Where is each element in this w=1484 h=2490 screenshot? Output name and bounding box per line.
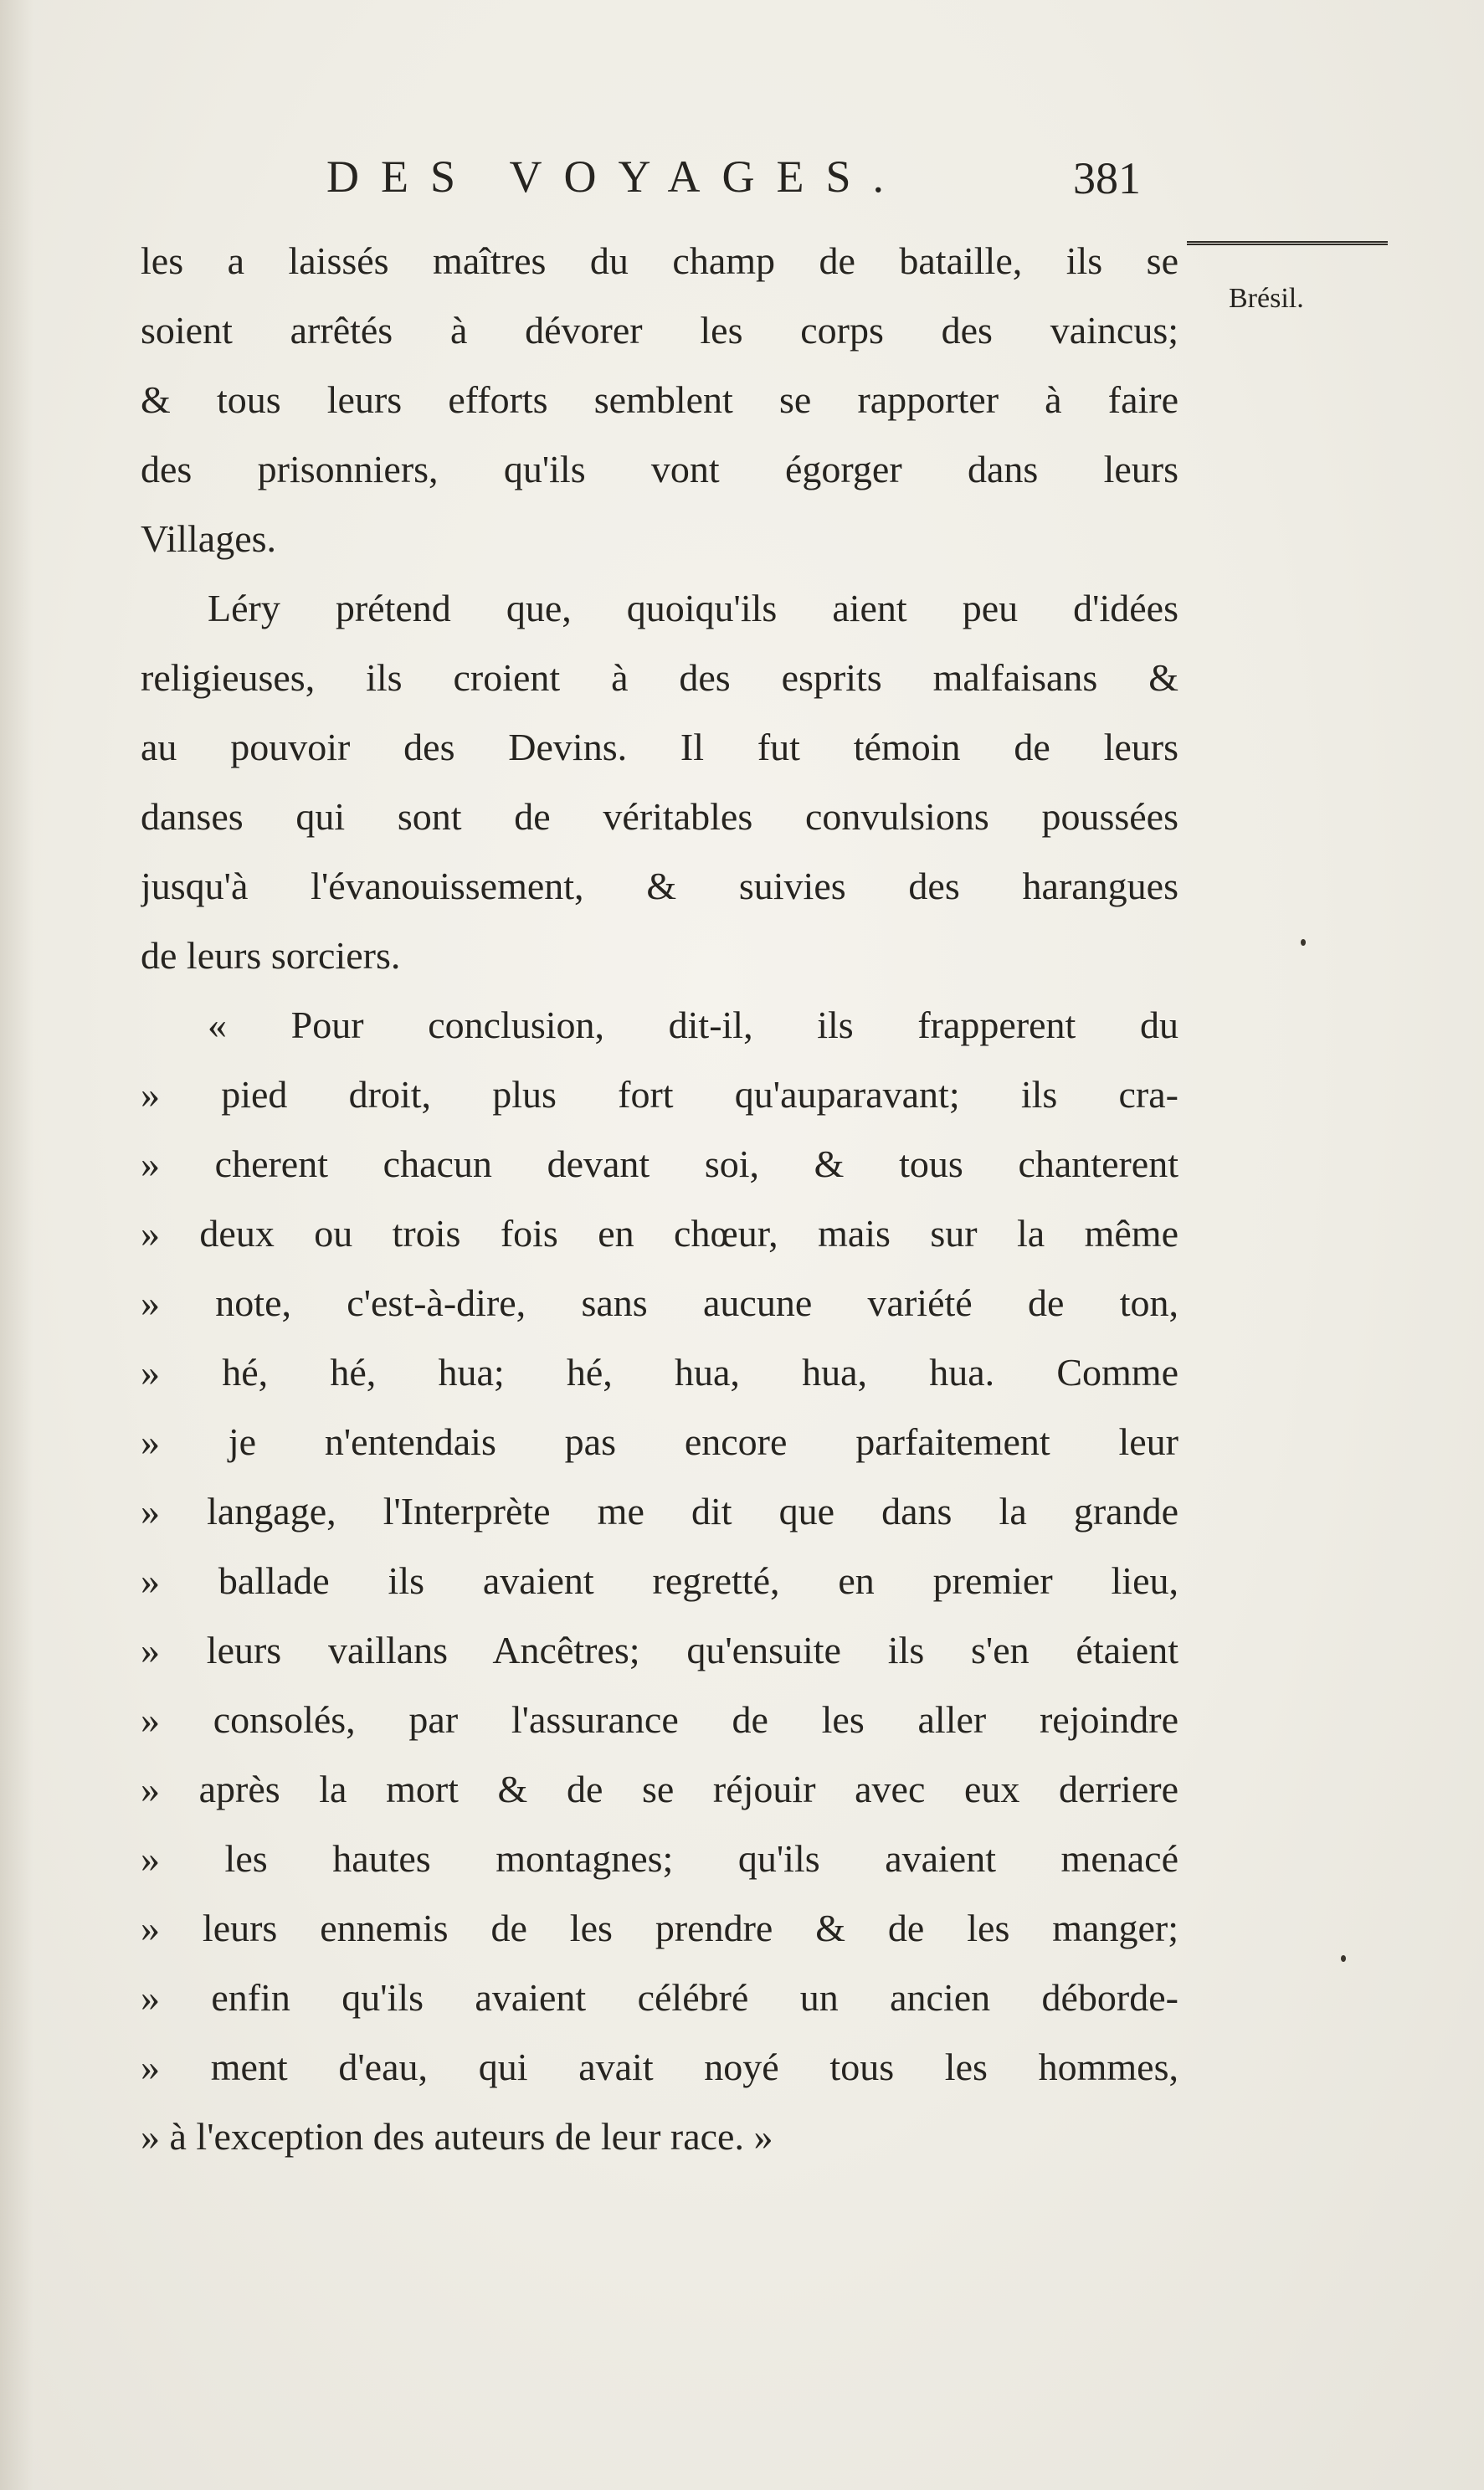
text-line: soient arrêtés à dévorer les corps des vaincus; [141, 309, 1178, 352]
margin-rule [1187, 241, 1388, 257]
text-line: jusqu'à l'évanouissement, & suivies des harangues [141, 865, 1178, 907]
text-line: » cherent chacun devant soi, & tous chanterent [141, 1142, 1178, 1185]
text-line: » langage, l'Interprète me dit que dans la grande [141, 1490, 1178, 1533]
text-line: les a laissés maîtres du champ de bataille, ils se [141, 239, 1178, 282]
page-number: 381 [1073, 153, 1141, 203]
text-line: » après la mort & de se réjouir avec eux derriere [141, 1768, 1178, 1810]
text-line: de leurs sorciers. [141, 934, 401, 977]
text-line: religieuses, ils croient à des esprits malfaisans & [141, 656, 1178, 699]
margin-note: Brésil. [1229, 283, 1304, 314]
text-line: Léry prétend que, quoiqu'ils aient peu d'idées [208, 587, 1178, 629]
text-line: danses qui sont de véritables convulsions poussées [141, 795, 1178, 838]
text-line: Villages. [141, 517, 277, 560]
text-line: » consolés, par l'assurance de les aller rejoindre [141, 1698, 1178, 1741]
text-line: » je n'entendais pas encore parfaitement leur [141, 1420, 1178, 1463]
spine-shadow [0, 0, 33, 2490]
paper-speck [1301, 939, 1306, 946]
text-line: » leurs ennemis de les prendre & de les manger; [141, 1907, 1178, 1949]
text-line: & tous leurs efforts semblent se rapporter à faire [141, 378, 1178, 421]
paper-speck [1341, 1955, 1346, 1962]
text-line: » enfin qu'ils avaient célébré un ancien déborde- [141, 1976, 1178, 2019]
text-line: » deux ou trois fois en chœur, mais sur la même [141, 1212, 1178, 1255]
text-line: des prisonniers, qu'ils vont égorger dans leurs [141, 448, 1178, 490]
text-line: « Pour conclusion, dit-il, ils frapperent du [208, 1004, 1178, 1046]
text-line: » les hautes montagnes; qu'ils avaient menacé [141, 1837, 1178, 1880]
text-line: au pouvoir des Devins. Il fut témoin de leurs [141, 726, 1178, 768]
text-line: » pied droit, plus fort qu'auparavant; ils cra- [141, 1073, 1178, 1116]
text-line: » leurs vaillans Ancêtres; qu'ensuite ils s'en étaient [141, 1629, 1178, 1671]
text-line: » à l'exception des auteurs de leur race. » [141, 2115, 773, 2158]
text-line: » ballade ils avaient regretté, en premier lieu, [141, 1559, 1178, 1602]
text-line: » hé, hé, hua; hé, hua, hua, hua. Comme [141, 1351, 1178, 1394]
text-line: » note, c'est-à-dire, sans aucune variété de ton, [141, 1281, 1178, 1324]
body-text [141, 226, 1178, 2171]
running-head: DES VOYAGES. [326, 151, 906, 202]
text-line: » ment d'eau, qui avait noyé tous les hommes, [141, 2046, 1178, 2088]
